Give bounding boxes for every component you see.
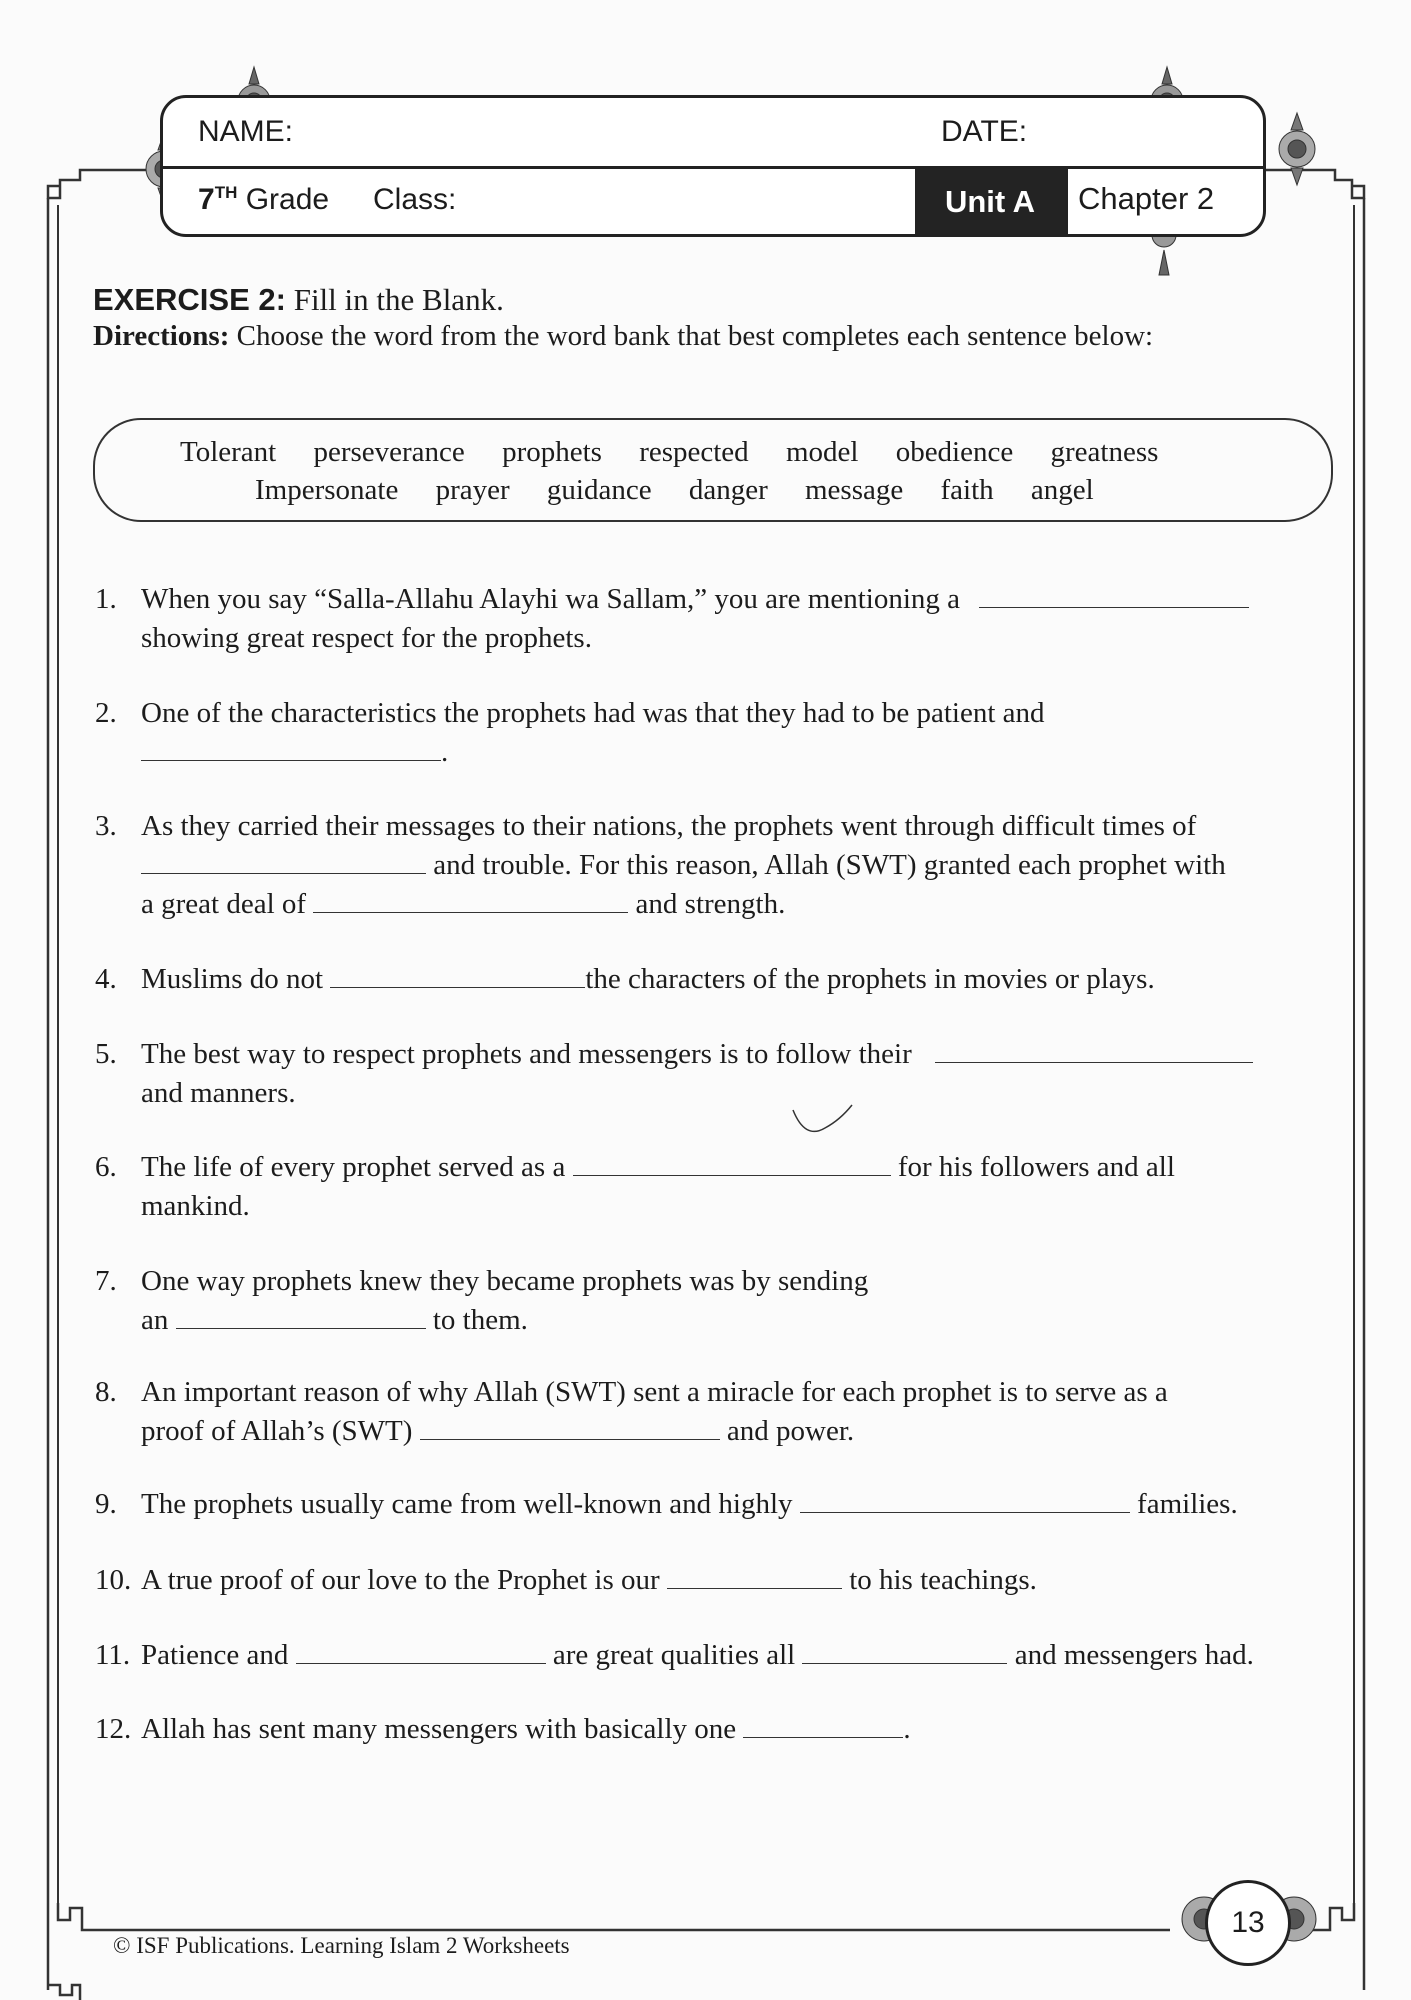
question-text: for his followers and all [897,1151,1175,1183]
word-bank-item: prayer [435,474,510,506]
question-text: When you say “Salla-Allahu Alayhi wa Sallam,” you are mentioning a [141,583,961,615]
answer-blank[interactable] [802,1641,1007,1664]
question-number: 7. [95,1265,117,1297]
question-text: an [141,1304,169,1336]
question-text: proof of Allah’s (SWT) [141,1415,413,1447]
answer-blank[interactable] [573,1153,891,1176]
question-text: and power. [726,1415,855,1447]
question-text: Allah has sent many messengers with basically one [141,1713,737,1745]
grade-word: Grade [245,183,330,216]
question-7 [95,1262,1335,1340]
question-1 [95,580,1335,658]
question-text: to his teachings. [849,1564,1037,1596]
word-bank-row [255,474,1124,507]
header-divider [1065,169,1068,234]
name-label: NAME: [198,115,294,148]
question-text: and manners. [141,1077,296,1109]
question-2 [95,694,1335,772]
question-text: An important reason of why Allah (SWT) sent a miracle for each prophet is to serve as a [141,1376,1168,1408]
question-text: . [441,736,449,768]
question-number: 8. [95,1376,117,1408]
answer-blank[interactable] [667,1566,842,1589]
question-text: and strength. [635,888,786,920]
question-number: 9. [95,1488,117,1520]
answer-blank[interactable] [141,738,441,761]
word-bank-item: guidance [546,474,652,506]
ornament-icon [1258,110,1336,188]
word-bank-item: perseverance [313,436,465,468]
answer-blank[interactable] [176,1306,426,1329]
question-12 [95,1710,1335,1749]
exercise-number: EXERCISE 2: [93,282,286,317]
directions [93,320,1153,353]
question-text: and messengers had. [1014,1639,1254,1671]
checkmark-icon [790,1100,860,1140]
question-text: the characters of the prophets in movies or plays. [585,963,1155,995]
question-number: 11. [95,1639,131,1671]
question-text: are great qualities all [552,1639,796,1671]
question-text: Muslims do not [141,963,324,995]
word-bank-item: message [804,474,904,506]
question-10 [95,1561,1335,1600]
answer-blank[interactable] [141,851,426,874]
word-bank-item: obedience [895,436,1014,468]
question-number: 12. [95,1713,132,1745]
question-text: As they carried their messages to their nations, the prophets went through difficult times of [141,810,1197,842]
question-number: 1. [95,583,117,615]
question-text: The life of every prophet served as a [141,1151,566,1183]
word-bank-item: respected [639,436,749,468]
word-bank-item: faith [940,474,994,506]
word-bank-item: Impersonate [255,474,399,506]
question-text: and trouble. For this reason, Allah (SWT) granted each prophet with [433,849,1226,881]
exercise-title [93,282,504,318]
directions-text: Choose the word from the word bank that best completes each sentence below: [236,320,1154,352]
question-text: The best way to respect prophets and messengers is to follow their [141,1038,912,1070]
answer-blank[interactable] [330,965,585,988]
date-label: DATE: [941,115,1028,148]
question-3 [95,807,1335,924]
question-number: 4. [95,963,117,995]
answer-blank[interactable] [743,1715,903,1738]
word-bank-item: prophets [502,436,602,468]
unit-badge: Unit A [915,169,1065,234]
answer-blank[interactable] [420,1417,720,1440]
question-text: One of the characteristics the prophets had was that they had to be patient and [141,697,1045,729]
question-text: to them. [432,1304,528,1336]
question-5 [95,1035,1335,1113]
word-bank [93,418,1333,522]
question-text: . [903,1713,911,1745]
question-number: 5. [95,1038,117,1070]
directions-label: Directions: [93,320,230,352]
answer-blank[interactable] [313,890,628,913]
question-text: One way prophets knew they became prophets was by sending [141,1265,869,1297]
header-box [160,95,1266,237]
question-number: 3. [95,810,117,842]
word-bank-item: greatness [1050,436,1159,468]
question-text: A true proof of our love to the Prophet is our [141,1564,660,1596]
answer-blank[interactable] [979,585,1249,608]
question-text: mankind. [141,1190,250,1222]
class-label: Class: [373,183,457,216]
header-row-class [163,169,1263,234]
question-number: 6. [95,1151,117,1183]
question-8 [95,1373,1335,1451]
grade-number: 7 [198,183,215,216]
question-11 [95,1636,1335,1675]
answer-blank[interactable] [935,1040,1253,1063]
word-bank-item: Tolerant [180,436,277,468]
question-6 [95,1148,1335,1226]
question-number: 2. [95,697,117,729]
answer-blank[interactable] [800,1490,1130,1513]
page-number: 13 [1205,1880,1291,1966]
question-text: Patience and [141,1639,289,1671]
question-text: families. [1137,1488,1238,1520]
chapter-label: Chapter 2 [1078,181,1215,216]
answer-blank[interactable] [296,1641,546,1664]
question-text: The prophets usually came from well-known and highly [141,1488,793,1520]
question-text: showing great respect for the prophets. [141,622,592,654]
question-text: a great deal of [141,888,307,920]
question-number: 10. [95,1564,132,1596]
question-4 [95,960,1335,999]
word-bank-item: angel [1030,474,1094,506]
word-bank-row [180,436,1188,469]
word-bank-item: danger [688,474,768,506]
copyright-footer: © ISF Publications. Learning Islam 2 Worksheets [113,1933,570,1958]
header-row-name [163,98,1263,169]
word-bank-item: model [785,436,859,468]
grade-label [198,183,329,217]
exercise-subtitle: Fill in the Blank. [293,282,504,317]
question-9 [95,1485,1335,1524]
grade-superscript: TH [214,183,238,202]
